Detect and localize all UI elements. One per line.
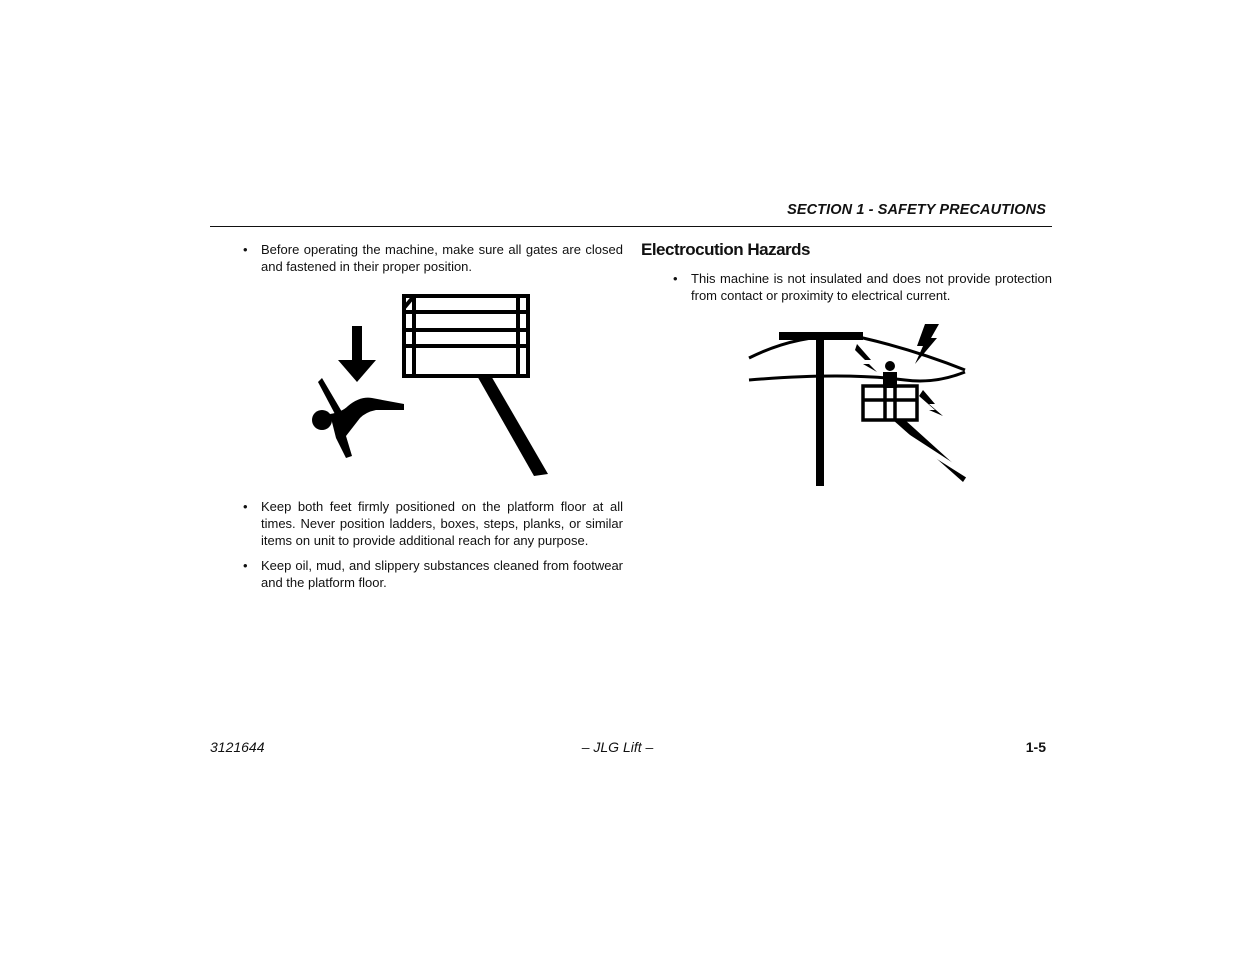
page-number: 1-5	[1025, 739, 1046, 755]
electrocution-hazard-icon	[745, 320, 970, 490]
gates-instruction: Before operating the machine, make sure all gates are closed and fastened in their proper position.	[261, 242, 623, 274]
right-column	[641, 241, 1052, 304]
list-item	[240, 241, 623, 275]
section-title: SECTION 1 - SAFETY PRECAUTIONS	[787, 202, 1046, 218]
footer-title: – JLG Lift –	[581, 739, 654, 755]
feet-instruction: Keep both feet firmly positioned on the platform floor at all times. Never position ladders, boxes, steps, planks, or similar items on unit to provide additional reach for any purpose.	[261, 499, 623, 548]
list-item	[240, 498, 623, 549]
list-item	[240, 557, 623, 591]
header-rule	[210, 226, 1052, 227]
bullet-glyph: •	[243, 499, 248, 514]
doc-number: 3121644	[210, 739, 265, 755]
fall-hazard-icon	[300, 288, 560, 483]
list-item	[670, 270, 1052, 304]
left-column-lower	[240, 498, 623, 591]
slippery-instruction: Keep oil, mud, and slippery substances cleaned from footwear and the platform floor.	[261, 558, 623, 590]
left-column	[240, 241, 623, 275]
section-heading: Electrocution Hazards	[641, 240, 810, 259]
bullet-glyph: •	[673, 271, 678, 286]
insulation-warning: This machine is not insulated and does not provide protection from contact or proximity to electrical current.	[691, 271, 1052, 303]
bullet-glyph: •	[243, 242, 248, 257]
bullet-glyph: •	[243, 558, 248, 573]
